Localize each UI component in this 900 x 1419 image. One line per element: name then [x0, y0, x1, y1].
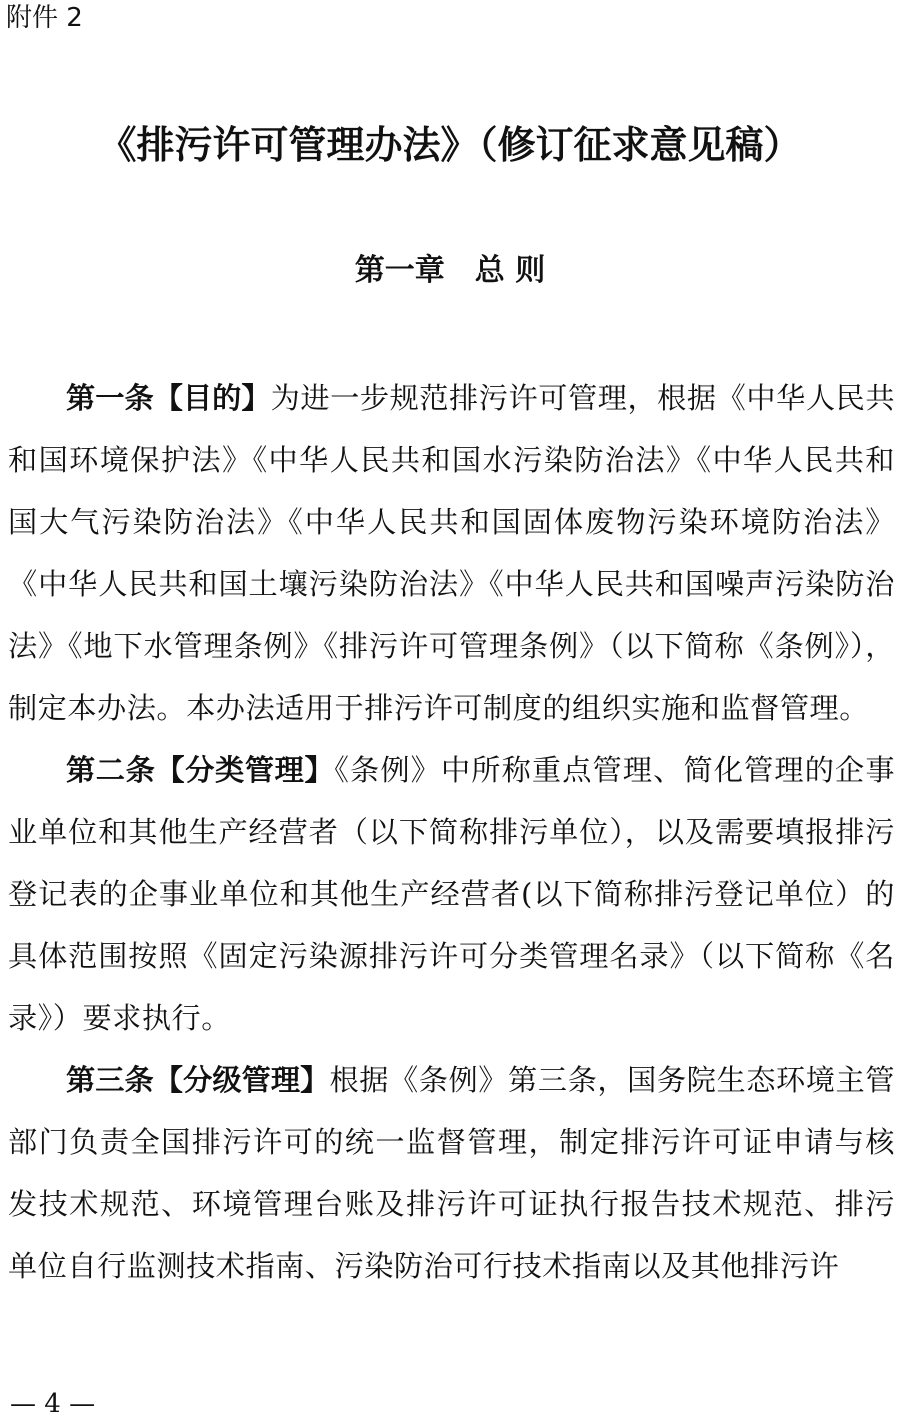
- article-1-heading: 第一条【目的】: [66, 381, 271, 415]
- article-2-heading: 第二条【分类管理】: [66, 753, 335, 787]
- article-2: [8, 739, 895, 1049]
- article-3-heading: 第三条【分级管理】: [66, 1063, 330, 1097]
- attachment-label: 附件 2: [6, 3, 83, 33]
- article-3-text: 根据《条例》第三条，国务院生态环境主管部门负责全国排污许可的统一监督管理，制定排污许可证申请与核发技术规范、环境管理台账及排污许可证执行报告技术规范、排污单位自行监测技术指南、污染防治可行技术指南以及其他排污许: [8, 1063, 895, 1283]
- article-1: [8, 367, 895, 739]
- document-body: [8, 367, 895, 1297]
- article-3: [8, 1049, 895, 1297]
- document-title: 《排污许可管理办法》（修订征求意见稿）: [98, 123, 802, 167]
- chapter-heading: 第一章 总 则: [354, 253, 546, 288]
- article-1-text: 为进一步规范排污许可管理，根据《中华人民共和国环境保护法》《中华人民共和国水污染防治法》《中华人民共和国大气污染防治法》《中华人民共和国固体废物污染环境防治法》《中华人民共和国土壤污染防治法》《中华人民共和国噪声污染防治法》《地下水管理条例》《排污许可管理条例》（以下简称《条例》），制定本办法。本办法适用于排污许可制度的组织实施和监督管理。: [8, 381, 896, 725]
- article-2-text: 《条例》中所称重点管理、简化管理的企事业单位和其他生产经营者（以下简称排污单位），以及需要填报排污登记表的企事业单位和其他生产经营者(以下简称排污登记单位）的具体范围按照《固定污染源排污许可分类管理名录》（以下简称《名录》）要求执行。: [8, 753, 896, 1035]
- page-number: — 4 —: [10, 1389, 96, 1419]
